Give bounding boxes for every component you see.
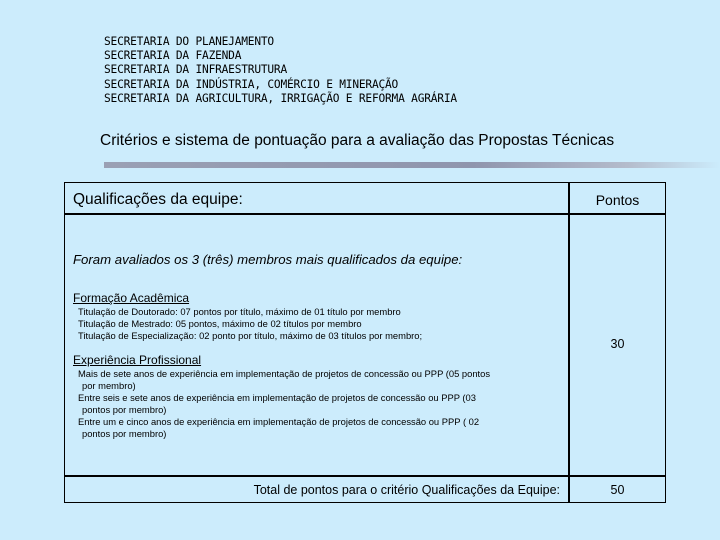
header-line: SECRETARIA DA INFRAESTRUTURA bbox=[104, 63, 287, 77]
total-label: Total de pontos para o critério Qualificações da Equipe: bbox=[253, 483, 560, 497]
score-cell bbox=[569, 214, 666, 476]
table-title: Qualificações da equipe: bbox=[73, 191, 243, 208]
divider-bar bbox=[104, 162, 720, 168]
academic-criterion: Titulação de Mestrado: 05 pontos, máximo de 02 títulos por membro bbox=[78, 318, 362, 329]
total-value: 50 bbox=[610, 483, 625, 497]
experience-criterion: pontos por membro) bbox=[82, 428, 167, 439]
total-value-cell bbox=[569, 476, 666, 503]
experience-section-title: Experiência Profissional bbox=[73, 353, 202, 367]
experience-criterion: Entre um e cinco anos de experiência em implementação de projetos de concessão ou PPP ( 02 bbox=[78, 416, 480, 427]
experience-criterion: por membro) bbox=[82, 380, 136, 391]
criteria-body-cell bbox=[64, 214, 569, 476]
score-value: 30 bbox=[610, 337, 625, 351]
points-header: Pontos bbox=[595, 192, 640, 208]
points-header-cell bbox=[569, 182, 666, 214]
experience-criteria-list bbox=[78, 368, 490, 440]
header-line: SECRETARIA DA FAZENDA bbox=[104, 49, 242, 63]
academic-criterion: Titulação de Especialização: 02 ponto por título, máximo de 03 títulos por membro; bbox=[78, 330, 423, 341]
total-label-cell bbox=[64, 476, 569, 503]
experience-criterion: Mais de sete anos de experiência em implementação de projetos de concessão ou PPP (05 pontos bbox=[78, 368, 491, 379]
academic-criteria-list bbox=[78, 306, 422, 342]
academic-criterion: Titulação de Doutorado: 07 pontos por título, máximo de 01 título por membro bbox=[78, 306, 401, 317]
academic-section-title: Formação Acadêmica bbox=[73, 291, 190, 305]
table-title-cell bbox=[64, 182, 569, 214]
experience-criterion: Entre seis e sete anos de experiência em implementação de projetos de concessão ou PPP (03 bbox=[78, 392, 476, 403]
page-subtitle: Critérios e sistema de pontuação para a avaliação das Propostas Técnicas bbox=[100, 132, 615, 149]
header-line: SECRETARIA DO PLANEJAMENTO bbox=[104, 35, 274, 48]
experience-criterion: pontos por membro) bbox=[82, 404, 167, 415]
intro-text: Foram avaliados os 3 (três) membros mais qualificados da equipe: bbox=[73, 252, 463, 267]
header-line: SECRETARIA DA AGRICULTURA, IRRIGAÇÃO E REFORMA AGRÁRIA bbox=[104, 91, 457, 105]
secretariat-header bbox=[104, 35, 457, 106]
header-line: SECRETARIA DA INDÚSTRIA, COMÉRCIO E MINERAÇÃO bbox=[104, 77, 399, 91]
